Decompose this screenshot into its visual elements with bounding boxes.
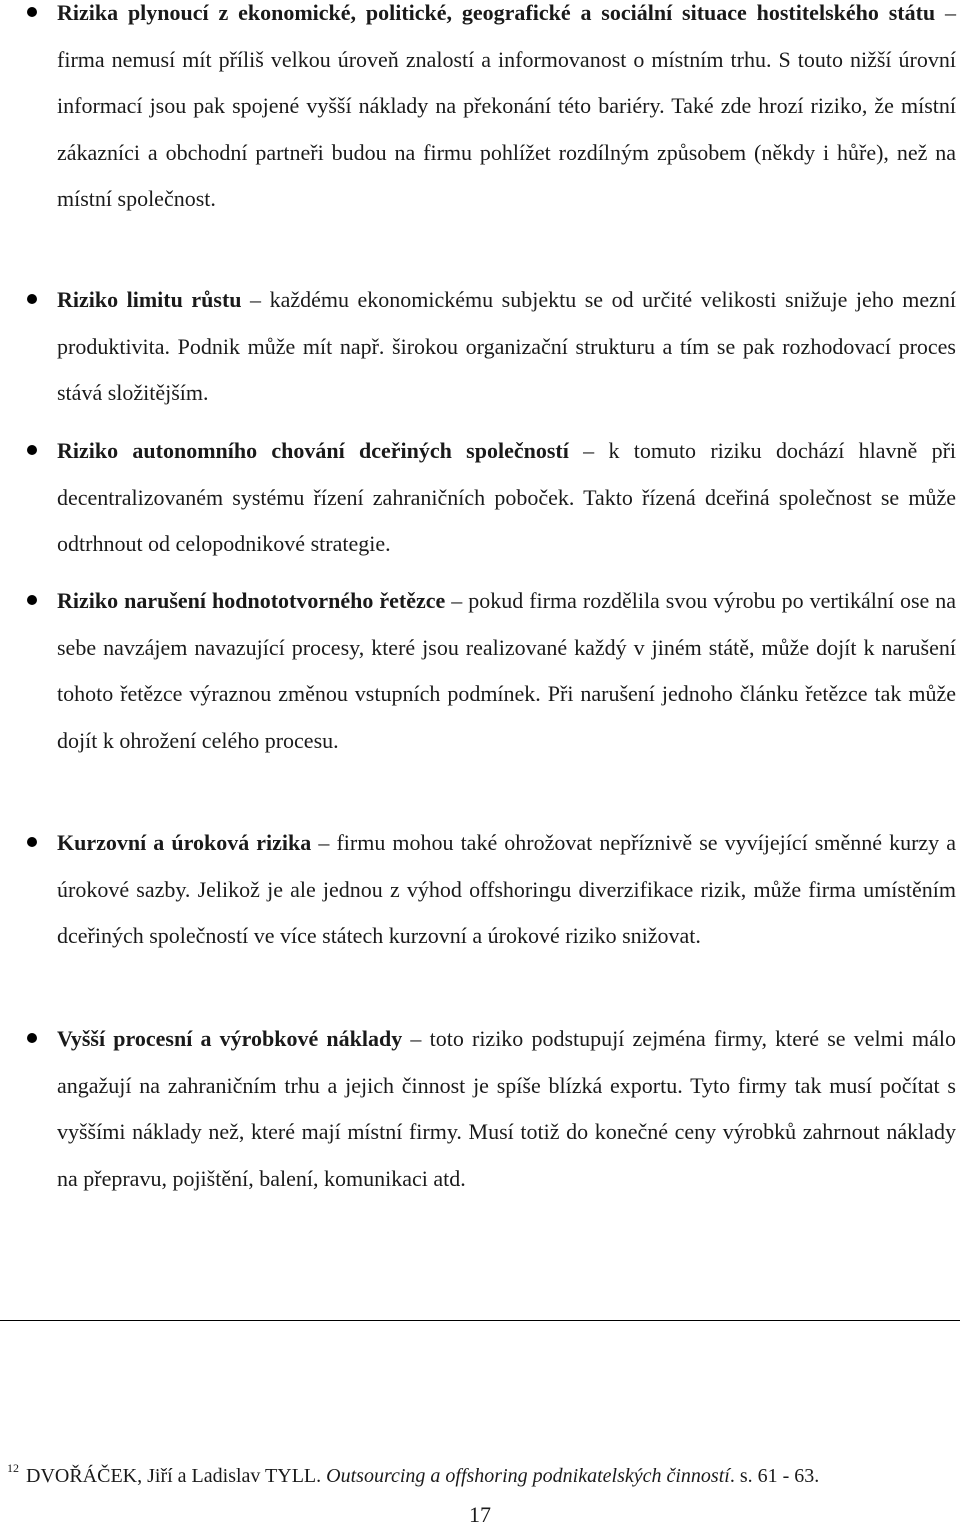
footnote-pages: . s. 61 - 63. [729,1465,820,1487]
list-item-dash: – [935,0,956,25]
list-item-term: Rizika plynoucí z ekonomické, politické, geografické a sociální situace hostitelského státu [57,0,936,25]
footnote-separator [0,1320,960,1321]
bullet-icon [27,837,37,847]
list-item-dash: – [568,438,609,463]
list-item-text: toto riziko podstupují zejména firmy, které se velmi málo angažují na zahraničním trhu a jejich činnost je spíše blízká exportu. Tyto firmy tak musí počítat s vyššími náklady než, které mají místní firmy. Musí totiž do konečné ceny výrobků zahrnout náklady na přepravu, pojištění, balení, komunikaci atd. [57,1026,956,1191]
bullet-icon [27,445,37,455]
list-item [0,428,960,568]
list-item-term: Kurzovní a úroková rizika [57,830,312,855]
list-item [0,578,960,764]
bullet-icon [27,7,37,17]
list-item-term: Riziko narušení hodnototvorného řetězce [57,588,446,613]
list-item-dash: – [402,1026,430,1051]
list-item-term: Riziko limitu růstu [57,287,242,312]
page-number: 17 [469,1502,491,1527]
footnote-authors: DVOŘÁČEK, Jiří a Ladislav TYLL. [26,1465,322,1487]
footnote-number: 12 [7,1461,19,1475]
list-item-term: Vyšší procesní a výrobkové náklady [57,1026,403,1051]
bullet-icon [27,294,37,304]
list-item-dash: – [445,588,469,613]
list-item-dash: – [241,287,270,312]
footnote-title: Outsourcing a offshoring podnikatelských činností [326,1465,730,1487]
list-item-text: každému ekonomickému subjektu se od určité velikosti snižuje jeho mezní produktivita. Podnik může mít např. širokou organizační strukturu a tím se pak rozhodovací proces stává složitějším. [57,287,957,405]
list-item-text: k tomuto riziku dochází hlavně při decentralizovaném systému řízení zahraničních poboček. Takto řízená dceřiná společnost se může odtrhnout od celopodnikové strategie. [57,438,957,556]
list-item [0,820,960,960]
list-item-text: pokud firma rozdělila svou výrobu po vertikální ose na sebe navzájem navazující procesy, které jsou realizované každý v jiném státě, může dojít k narušení tohoto řetězce výraznou změnou vstupních podmínek. Při narušení jednoho článku řetězce tak může dojít k ohrožení celého procesu. [57,588,957,753]
list-item-term: Riziko autonomního chování dceřiných společností [57,438,569,463]
bullet-icon [27,1033,37,1043]
bullet-icon [27,595,37,605]
list-item [0,1016,960,1202]
list-item-dash: – [311,830,337,855]
footnote [7,1454,819,1490]
list-item-text: firmu mohou také ohrožovat nepříznivě se vyvíjející směnné kurzy a úrokové sazby. Jelikož je ale jednou z výhod offshoringu diverzifikace rizik, může firma umístěním dceřiných společností ve více státech kurzovní a úrokové riziko snižovat. [57,830,957,948]
list-item-text: firma nemusí mít příliš velkou úroveň znalostí a informovanost o místním trhu. S touto nižší úrovní informací jsou pak spojené vyšší náklady na překonání této bariéry. Také zde hrozí riziko, že místní zákazníci a obchodní partneři budou na firmu pohlížet rozdílným způsobem (někdy i hůře), než na místní společnost. [57,46,956,211]
list-item [0,277,960,417]
list-item [0,0,960,223]
